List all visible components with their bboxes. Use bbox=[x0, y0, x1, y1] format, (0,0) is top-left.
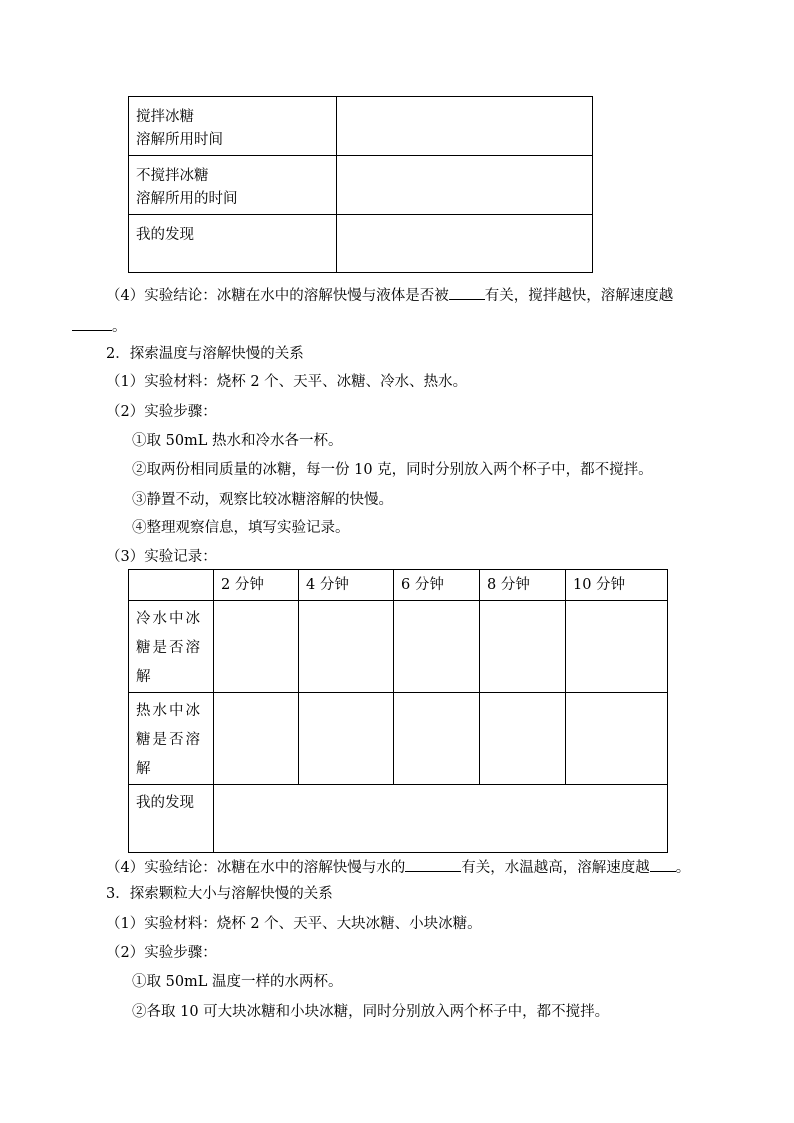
header-cell: 10 分钟 bbox=[566, 570, 668, 601]
table-cell-answer[interactable] bbox=[337, 156, 593, 215]
header-cell: 2 分钟 bbox=[214, 570, 299, 601]
conclusion-2 bbox=[106, 857, 690, 878]
answer-cell[interactable] bbox=[214, 693, 299, 785]
row-label: 我的发现 bbox=[129, 785, 214, 853]
answer-cell[interactable] bbox=[566, 693, 668, 785]
answer-cell-wide[interactable] bbox=[214, 785, 668, 853]
table-row bbox=[129, 601, 668, 693]
table-cell-label bbox=[129, 215, 337, 273]
answer-cell[interactable] bbox=[299, 693, 394, 785]
row-label: 冷水中冰糖是否溶解 bbox=[129, 601, 214, 693]
conclusion-text: 有关，水温越高，溶解速度越 bbox=[461, 860, 650, 876]
conclusion-1 bbox=[106, 285, 673, 306]
answer-cell[interactable] bbox=[394, 693, 480, 785]
stir-record-table bbox=[128, 96, 593, 273]
fill-blank[interactable] bbox=[405, 857, 461, 872]
fill-blank[interactable] bbox=[449, 285, 485, 300]
header-cell: 4 分钟 bbox=[299, 570, 394, 601]
table-cell-label bbox=[129, 156, 337, 215]
table-row bbox=[129, 156, 593, 215]
section-3-step: ②各取 10 可大块冰糖和小块冰糖，同时分别放入两个杯子中，都不搅拌。 bbox=[132, 1004, 610, 1020]
section-2-step: ②取两份相同质量的冰糖，每一份 10 克，同时分别放入两个杯子中，都不搅拌。 bbox=[132, 462, 653, 478]
fill-blank[interactable] bbox=[650, 857, 676, 872]
answer-cell[interactable] bbox=[214, 601, 299, 693]
cell-text: 溶解所用时间 bbox=[136, 132, 223, 148]
section-2-title: 2．探索温度与溶解快慢的关系 bbox=[106, 346, 304, 362]
header-cell bbox=[129, 570, 214, 601]
section-2-step: ④整理观察信息，填写实验记录。 bbox=[132, 520, 350, 536]
header-cell: 8 分钟 bbox=[480, 570, 566, 601]
section-2-step: ③静置不动，观察比较冰糖溶解的快慢。 bbox=[132, 492, 393, 508]
conclusion-text: 。 bbox=[112, 319, 127, 335]
table-row bbox=[129, 693, 668, 785]
section-3-steps-title: （2）实验步骤： bbox=[106, 945, 217, 961]
table-cell-answer[interactable] bbox=[337, 215, 593, 273]
answer-cell[interactable] bbox=[299, 601, 394, 693]
conclusion-1-cont bbox=[72, 316, 127, 337]
section-3-step: ①取 50mL 温度一样的水两杯。 bbox=[132, 974, 343, 990]
row-label: 热水中冰糖是否溶解 bbox=[129, 693, 214, 785]
conclusion-text: （4）实验结论：冰糖在水中的溶解快慢与水的 bbox=[106, 860, 406, 876]
table-header-row bbox=[129, 570, 668, 601]
answer-cell[interactable] bbox=[480, 693, 566, 785]
answer-cell[interactable] bbox=[480, 601, 566, 693]
conclusion-text: 有关，搅拌越快，溶解速度越 bbox=[484, 288, 674, 304]
section-3-materials: （1）实验材料：烧杯 2 个、天平、大块冰糖、小块冰糖。 bbox=[106, 916, 482, 932]
table-row bbox=[129, 97, 593, 156]
section-2-step: ①取 50mL 热水和冷水各一杯。 bbox=[132, 433, 343, 449]
section-2-record-title: （3）实验记录： bbox=[106, 549, 217, 565]
table-cell-answer[interactable] bbox=[337, 97, 593, 156]
conclusion-text: 。 bbox=[675, 860, 691, 876]
table-row bbox=[129, 785, 668, 853]
temperature-record-table bbox=[128, 569, 668, 853]
section-2-steps-title: （2）实验步骤： bbox=[106, 404, 217, 420]
section-3-title: 3．探索颗粒大小与溶解快慢的关系 bbox=[106, 886, 333, 902]
cell-text: 搅拌冰糖 bbox=[136, 109, 194, 125]
table-row bbox=[129, 215, 593, 273]
cell-text: 我的发现 bbox=[136, 227, 194, 243]
section-2-materials: （1）实验材料：烧杯 2 个、天平、冰糖、冷水、热水。 bbox=[106, 374, 468, 390]
conclusion-text: （4）实验结论：冰糖在水中的溶解快慢与液体是否被 bbox=[106, 288, 449, 304]
cell-text: 溶解所用的时间 bbox=[136, 191, 238, 207]
table-cell-label bbox=[129, 97, 337, 156]
answer-cell[interactable] bbox=[394, 601, 480, 693]
header-cell: 6 分钟 bbox=[394, 570, 480, 601]
fill-blank[interactable] bbox=[72, 316, 112, 331]
answer-cell[interactable] bbox=[566, 601, 668, 693]
cell-text: 不搅拌冰糖 bbox=[136, 168, 209, 184]
